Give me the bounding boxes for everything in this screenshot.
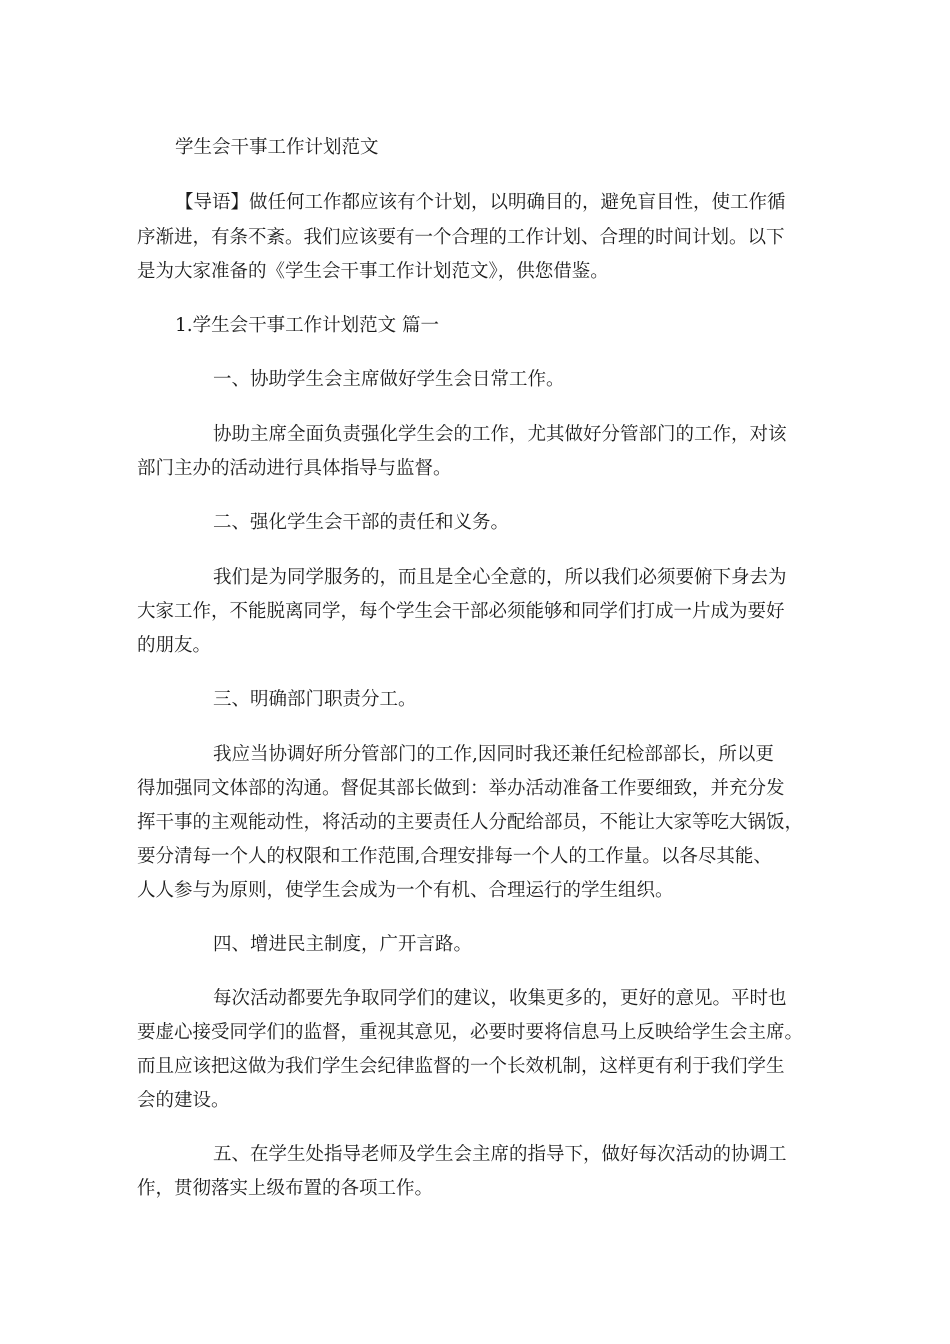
item-2-body-line-3: 的朋友。 (137, 635, 212, 656)
item-5-body-line-1: 作，贯彻落实上级布置的各项工作。 (137, 1178, 434, 1199)
item-3-body-line-2: 得加强同文体部的沟通。督促其部长做到：举办活动准备工作要细致，并充分发 (137, 778, 785, 799)
section-heading: 1.学生会干事工作计划范文 篇一 (175, 315, 440, 336)
item-4-heading: 四、增进民主制度，广开言路。 (213, 934, 473, 955)
item-3-body-line-4: 要分清每一个人的权限和工作范围,合理安排每一个人的工作量。以各尽其能、 (137, 846, 772, 867)
item-4-body-line-1: 每次活动都要先争取同学们的建议，收集更多的，更好的意见。平时也 (213, 988, 787, 1009)
intro-line-2: 序渐进，有条不紊。我们应该要有一个合理的工作计划、合理的时间计划。以下 (137, 227, 785, 248)
item-4-body-line-3: 而且应该把这做为我们学生会纪律监督的一个长效机制，这样更有利于我们学生 (137, 1056, 785, 1077)
item-4-body-line-2: 要虚心接受同学们的监督，重视其意见，必要时要将信息马上反映给学生会主席。 (137, 1022, 804, 1043)
item-4-body-line-4: 会的建设。 (137, 1090, 230, 1111)
item-1-heading: 一、协助学生会主席做好学生会日常工作。 (213, 369, 565, 390)
document-title: 学生会干事工作计划范文 (175, 137, 379, 158)
intro-line-1: 【导语】做任何工作都应该有个计划，以明确目的，避免盲目性，使工作循 (175, 192, 786, 213)
item-3-body-line-1: 我应当协调好所分管部门的工作,因同时我还兼任纪检部部长，所以更 (213, 744, 774, 765)
item-1-body-line-1: 协助主席全面负责强化学生会的工作，尤其做好分管部门的工作，对该 (213, 424, 787, 445)
item-1-body-line-2: 部门主办的活动进行具体指导与监督。 (137, 458, 452, 479)
item-2-heading: 二、强化学生会干部的责任和义务。 (213, 512, 510, 533)
item-5-heading: 五、在学生处指导老师及学生会主席的指导下，做好每次活动的协调工 (213, 1144, 787, 1165)
item-3-body-line-3: 挥干事的主观能动性，将活动的主要责任人分配给部员，不能让大家等吃大锅饭， (137, 812, 804, 833)
item-2-body-line-2: 大家工作，不能脱离同学，每个学生会干部必须能够和同学们打成一片成为要好 (137, 601, 785, 622)
item-3-body-line-5: 人人参与为原则，使学生会成为一个有机、合理运行的学生组织。 (137, 880, 674, 901)
item-2-body-line-1: 我们是为同学服务的，而且是全心全意的，所以我们必须要俯下身去为 (213, 567, 787, 588)
intro-line-3: 是为大家准备的《学生会干事工作计划范文》，供您借鉴。 (137, 261, 609, 282)
item-3-heading: 三、明确部门职责分工。 (213, 689, 417, 710)
